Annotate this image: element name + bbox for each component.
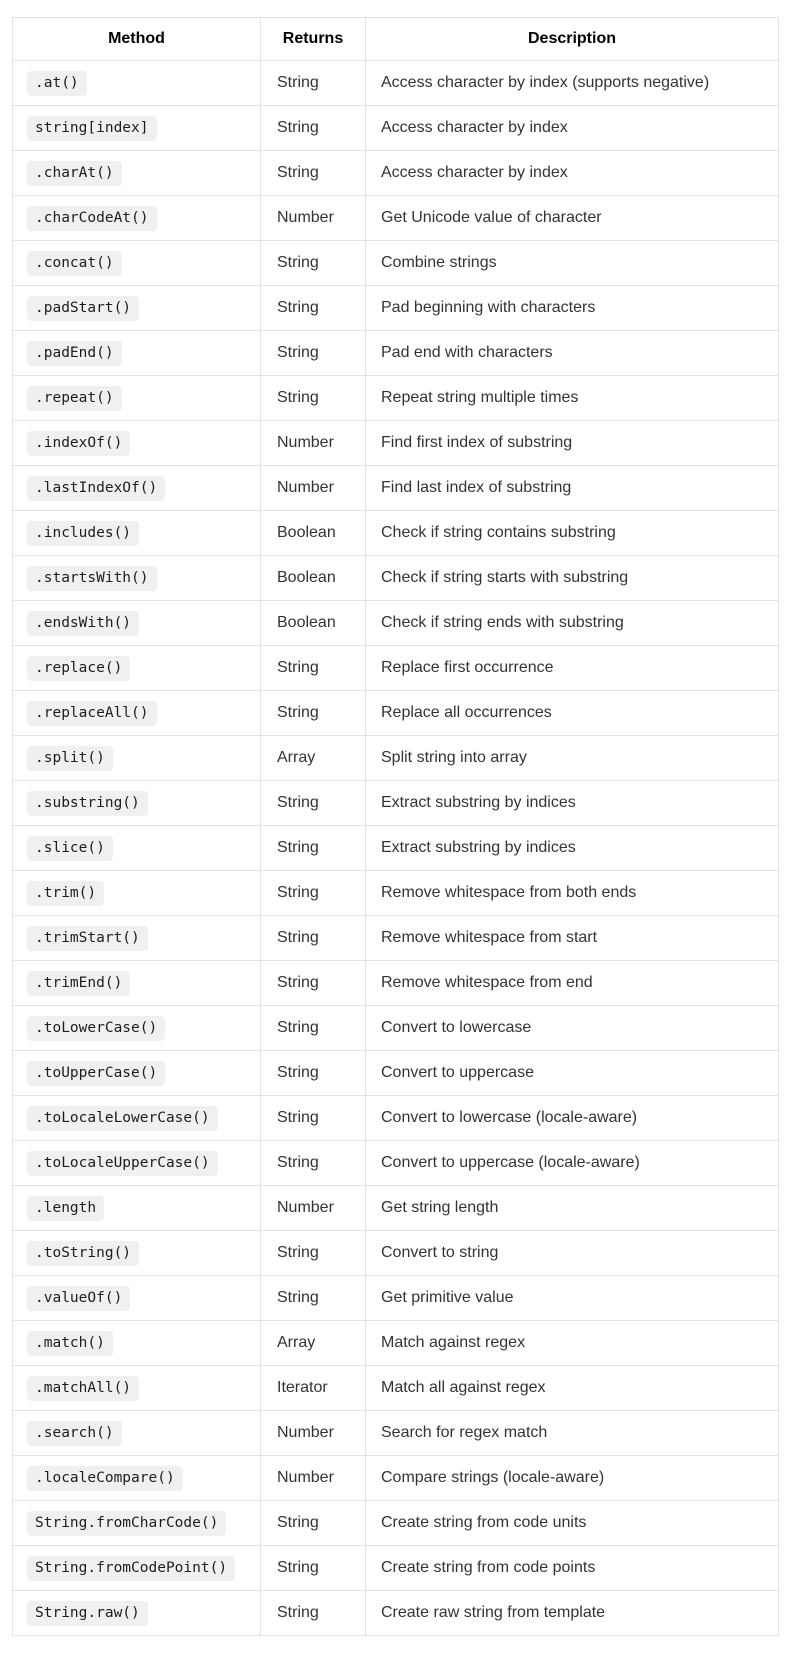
table-row [13, 1006, 779, 1051]
description-text: Access character by index (supports negative) [366, 61, 779, 106]
method-cell [13, 961, 261, 1006]
returns-value: String [261, 781, 366, 826]
description-text: Get primitive value [366, 1276, 779, 1321]
returns-value: String [261, 286, 366, 331]
method-cell [13, 151, 261, 196]
method-cell [13, 1276, 261, 1321]
description-text: Match against regex [366, 1321, 779, 1366]
returns-value: String [261, 1591, 366, 1636]
table-row [13, 1366, 779, 1411]
description-text: Access character by index [366, 106, 779, 151]
method-code-chip: .endsWith() [27, 611, 139, 636]
table-row [13, 421, 779, 466]
method-cell [13, 646, 261, 691]
method-code-chip: .concat() [27, 251, 122, 276]
table-row [13, 1591, 779, 1636]
returns-value: Boolean [261, 511, 366, 556]
table-row [13, 1141, 779, 1186]
table-row [13, 1321, 779, 1366]
table-row [13, 61, 779, 106]
returns-value: String [261, 1231, 366, 1276]
method-code-chip: .replaceAll() [27, 701, 157, 726]
returns-value: String [261, 691, 366, 736]
method-cell [13, 1006, 261, 1051]
table-row [13, 376, 779, 421]
returns-value: String [261, 916, 366, 961]
description-text: Check if string starts with substring [366, 556, 779, 601]
table-row [13, 151, 779, 196]
table-row [13, 1276, 779, 1321]
table-row [13, 1096, 779, 1141]
description-text: Check if string contains substring [366, 511, 779, 556]
method-cell [13, 916, 261, 961]
returns-value: String [261, 1501, 366, 1546]
method-code-chip: .repeat() [27, 386, 122, 411]
returns-value: String [261, 826, 366, 871]
method-cell [13, 1366, 261, 1411]
table-row [13, 736, 779, 781]
description-text: Pad beginning with characters [366, 286, 779, 331]
method-cell [13, 691, 261, 736]
method-code-chip: .charCodeAt() [27, 206, 157, 231]
method-code-chip: .toUpperCase() [27, 1061, 165, 1086]
description-text: Replace first occurrence [366, 646, 779, 691]
method-cell [13, 1501, 261, 1546]
method-code-chip: .trimEnd() [27, 971, 130, 996]
method-cell [13, 1141, 261, 1186]
method-code-chip: String.fromCodePoint() [27, 1556, 235, 1581]
method-cell [13, 1456, 261, 1501]
table-row [13, 1186, 779, 1231]
returns-value: Boolean [261, 601, 366, 646]
table-row [13, 241, 779, 286]
method-code-chip: .toLocaleUpperCase() [27, 1151, 218, 1176]
description-text: Remove whitespace from both ends [366, 871, 779, 916]
description-text: Pad end with characters [366, 331, 779, 376]
returns-value: String [261, 331, 366, 376]
table-row [13, 286, 779, 331]
returns-value: String [261, 61, 366, 106]
description-text: Remove whitespace from start [366, 916, 779, 961]
method-code-chip: string[index] [27, 116, 157, 141]
description-text: Create string from code units [366, 1501, 779, 1546]
table-header [13, 18, 779, 61]
table-row [13, 511, 779, 556]
table-row [13, 1051, 779, 1096]
table-row [13, 916, 779, 961]
description-text: Extract substring by indices [366, 826, 779, 871]
method-cell [13, 826, 261, 871]
header-returns: Returns [261, 18, 366, 61]
header-method: Method [13, 18, 261, 61]
returns-value: String [261, 646, 366, 691]
method-code-chip: .at() [27, 71, 87, 96]
description-text: Compare strings (locale-aware) [366, 1456, 779, 1501]
returns-value: String [261, 1546, 366, 1591]
table-row [13, 961, 779, 1006]
table-row [13, 691, 779, 736]
table-row [13, 601, 779, 646]
table-row [13, 1546, 779, 1591]
returns-value: Iterator [261, 1366, 366, 1411]
returns-value: String [261, 151, 366, 196]
table-row [13, 646, 779, 691]
method-cell [13, 736, 261, 781]
returns-value: String [261, 1096, 366, 1141]
returns-value: Number [261, 196, 366, 241]
method-cell [13, 466, 261, 511]
method-code-chip: .lastIndexOf() [27, 476, 165, 501]
method-cell [13, 331, 261, 376]
description-text: Create string from code points [366, 1546, 779, 1591]
table-row [13, 826, 779, 871]
method-cell [13, 421, 261, 466]
method-cell [13, 1051, 261, 1096]
returns-value: Number [261, 1456, 366, 1501]
method-cell [13, 871, 261, 916]
description-text: Match all against regex [366, 1366, 779, 1411]
table-row [13, 196, 779, 241]
method-code-chip: .replace() [27, 656, 130, 681]
table-row [13, 1231, 779, 1276]
returns-value: String [261, 1006, 366, 1051]
description-text: Access character by index [366, 151, 779, 196]
returns-value: Number [261, 466, 366, 511]
method-code-chip: .toLowerCase() [27, 1016, 165, 1041]
returns-value: String [261, 961, 366, 1006]
description-text: Get string length [366, 1186, 779, 1231]
description-text: Create raw string from template [366, 1591, 779, 1636]
description-text: Find first index of substring [366, 421, 779, 466]
description-text: Convert to lowercase (locale-aware) [366, 1096, 779, 1141]
description-text: Find last index of substring [366, 466, 779, 511]
method-cell [13, 1231, 261, 1276]
method-code-chip: .length [27, 1196, 104, 1221]
method-cell [13, 1546, 261, 1591]
description-text: Search for regex match [366, 1411, 779, 1456]
method-code-chip: .trim() [27, 881, 104, 906]
method-cell [13, 781, 261, 826]
table-body [13, 61, 779, 1636]
method-code-chip: .search() [27, 1421, 122, 1446]
returns-value: Boolean [261, 556, 366, 601]
method-code-chip: .startsWith() [27, 566, 157, 591]
header-description: Description [366, 18, 779, 61]
table-row [13, 781, 779, 826]
table-row [13, 1411, 779, 1456]
table-row [13, 466, 779, 511]
method-code-chip: .trimStart() [27, 926, 148, 951]
method-code-chip: .split() [27, 746, 113, 771]
table-row [13, 871, 779, 916]
returns-value: Array [261, 1321, 366, 1366]
method-cell [13, 1411, 261, 1456]
method-code-chip: .indexOf() [27, 431, 130, 456]
method-cell [13, 376, 261, 421]
returns-value: String [261, 376, 366, 421]
method-code-chip: .valueOf() [27, 1286, 130, 1311]
method-code-chip: .slice() [27, 836, 113, 861]
table-row [13, 331, 779, 376]
method-code-chip: .charAt() [27, 161, 122, 186]
description-text: Convert to uppercase (locale-aware) [366, 1141, 779, 1186]
method-code-chip: .matchAll() [27, 1376, 139, 1401]
method-cell [13, 601, 261, 646]
returns-value: String [261, 1051, 366, 1096]
method-code-chip: .includes() [27, 521, 139, 546]
method-cell [13, 1186, 261, 1231]
returns-value: Number [261, 1186, 366, 1231]
method-code-chip: String.raw() [27, 1601, 148, 1626]
returns-value: String [261, 871, 366, 916]
returns-value: Number [261, 1411, 366, 1456]
returns-value: Array [261, 736, 366, 781]
table-row [13, 1501, 779, 1546]
description-text: Convert to uppercase [366, 1051, 779, 1096]
method-code-chip: .toString() [27, 1241, 139, 1266]
description-text: Extract substring by indices [366, 781, 779, 826]
method-cell [13, 196, 261, 241]
table-row [13, 556, 779, 601]
description-text: Split string into array [366, 736, 779, 781]
header-row [13, 18, 779, 61]
method-cell [13, 286, 261, 331]
description-text: Repeat string multiple times [366, 376, 779, 421]
returns-value: String [261, 241, 366, 286]
method-code-chip: .match() [27, 1331, 113, 1356]
description-text: Replace all occurrences [366, 691, 779, 736]
table-row [13, 106, 779, 151]
returns-value: String [261, 106, 366, 151]
method-code-chip: .padStart() [27, 296, 139, 321]
description-text: Get Unicode value of character [366, 196, 779, 241]
method-cell [13, 511, 261, 556]
returns-value: String [261, 1276, 366, 1321]
method-cell [13, 61, 261, 106]
returns-value: Number [261, 421, 366, 466]
method-code-chip: String.fromCharCode() [27, 1511, 226, 1536]
description-text: Remove whitespace from end [366, 961, 779, 1006]
description-text: Combine strings [366, 241, 779, 286]
method-code-chip: .padEnd() [27, 341, 122, 366]
method-cell [13, 1321, 261, 1366]
method-code-chip: .toLocaleLowerCase() [27, 1106, 218, 1131]
method-cell [13, 1096, 261, 1141]
description-text: Check if string ends with substring [366, 601, 779, 646]
description-text: Convert to lowercase [366, 1006, 779, 1051]
method-cell [13, 556, 261, 601]
method-code-chip: .substring() [27, 791, 148, 816]
description-text: Convert to string [366, 1231, 779, 1276]
string-methods-table [12, 17, 779, 1636]
method-cell [13, 241, 261, 286]
method-code-chip: .localeCompare() [27, 1466, 183, 1491]
table-row [13, 1456, 779, 1501]
method-cell [13, 106, 261, 151]
returns-value: String [261, 1141, 366, 1186]
method-cell [13, 1591, 261, 1636]
